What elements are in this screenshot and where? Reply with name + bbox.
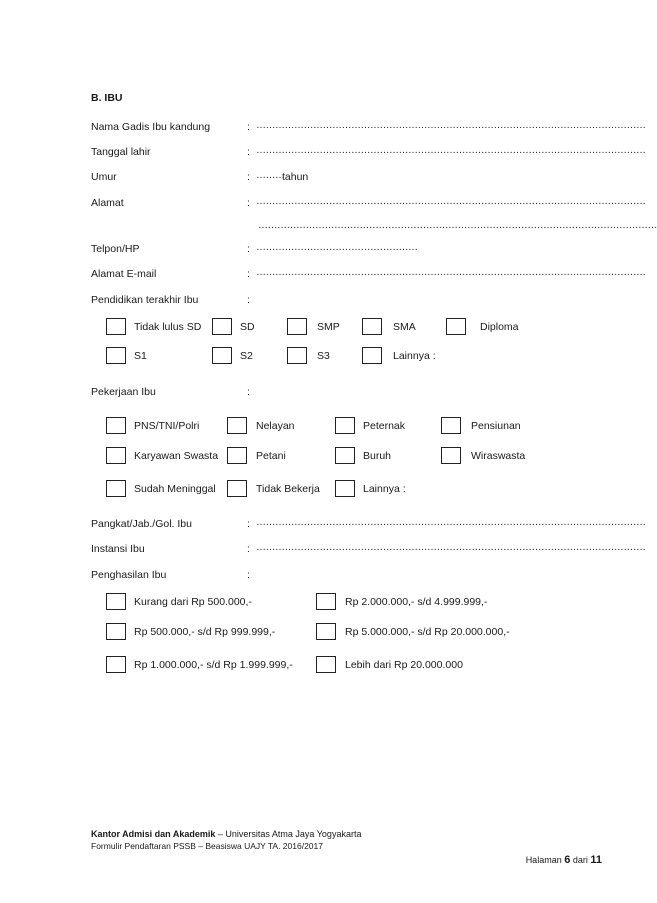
- checkbox-pendidikan-s1[interactable]: [106, 347, 126, 364]
- checkbox-penghasilan-500rb-1jt[interactable]: [106, 623, 126, 640]
- option-label: Tidak Bekerja: [256, 483, 320, 495]
- checkbox-pekerjaan-wiraswasta[interactable]: [441, 447, 461, 464]
- page-number: [526, 854, 602, 866]
- checkbox-pekerjaan-tidak-bekerja[interactable]: [227, 480, 247, 497]
- option-label: SMP: [317, 321, 340, 333]
- checkbox-penghasilan-5jt-20jt[interactable]: [316, 623, 336, 640]
- option-label: Rp 500.000,- s/d Rp 999.999,-: [134, 626, 276, 638]
- checkbox-pekerjaan-pns[interactable]: [106, 417, 126, 434]
- option-label: Petani: [256, 450, 286, 462]
- label-pendidikan: Pendidikan terakhir Ibu: [91, 294, 199, 306]
- colon: :: [247, 294, 250, 306]
- label-nama-gadis: Nama Gadis Ibu kandung: [91, 121, 211, 133]
- option-label: Rp 2.000.000,- s/d 4.999.999,-: [345, 596, 488, 608]
- checkbox-pekerjaan-pensiunan[interactable]: [441, 417, 461, 434]
- option-label: S2: [240, 350, 253, 362]
- option-label: Diploma: [480, 321, 519, 333]
- option-label: Sudah Meninggal: [134, 483, 216, 495]
- section-title: B. IBU: [91, 92, 123, 104]
- label-alamat: Alamat: [91, 197, 124, 209]
- checkbox-penghasilan-2jt-5jt[interactable]: [316, 593, 336, 610]
- input-email[interactable]: ……………………………………………………………………………………………………………: [256, 267, 646, 278]
- label-pekerjaan: Pekerjaan Ibu: [91, 386, 156, 398]
- checkbox-pekerjaan-sudah-meninggal[interactable]: [106, 480, 126, 497]
- option-label: Lainnya :: [363, 483, 406, 495]
- colon: :: [247, 146, 250, 158]
- colon: :: [247, 197, 250, 209]
- checkbox-pekerjaan-karyawan-swasta[interactable]: [106, 447, 126, 464]
- footer-university: – Universitas Atma Jaya Yogyakarta: [215, 829, 362, 839]
- label-email: Alamat E-mail: [91, 268, 157, 280]
- option-label: S1: [134, 350, 147, 362]
- umur-unit: tahun: [282, 171, 309, 183]
- page-current: 6: [564, 854, 571, 866]
- label-instansi: Instansi Ibu: [91, 543, 145, 555]
- colon: :: [247, 569, 250, 581]
- label-tanggal-lahir: Tanggal lahir: [91, 146, 151, 158]
- input-instansi[interactable]: ……………………………………………………………………………………………………………: [256, 542, 646, 553]
- colon: :: [247, 518, 250, 530]
- colon: :: [247, 243, 250, 255]
- checkbox-pendidikan-s3[interactable]: [287, 347, 307, 364]
- option-label: SMA: [393, 321, 416, 333]
- footer-org: [91, 829, 361, 839]
- input-telpon[interactable]: ……………………………………………: [256, 242, 418, 253]
- option-label: Nelayan: [256, 420, 295, 432]
- colon: :: [247, 268, 250, 280]
- option-label: S3: [317, 350, 330, 362]
- colon: :: [247, 171, 250, 183]
- checkbox-pekerjaan-petani[interactable]: [227, 447, 247, 464]
- checkbox-pendidikan-sd[interactable]: [212, 318, 232, 335]
- checkbox-penghasilan-lebih-20jt[interactable]: [316, 656, 336, 673]
- checkbox-pekerjaan-buruh[interactable]: [335, 447, 355, 464]
- page-mid: dari: [570, 855, 591, 865]
- checkbox-pendidikan-tidak-lulus-sd[interactable]: [106, 318, 126, 335]
- input-alamat-line2[interactable]: ………………………………………………………………………………………………………………: [258, 220, 657, 231]
- page-total: 11: [590, 854, 602, 866]
- option-label: Pensiunan: [471, 420, 521, 432]
- page-prefix: Halaman: [525, 855, 565, 865]
- checkbox-penghasilan-1jt-2jt[interactable]: [106, 656, 126, 673]
- checkbox-pekerjaan-nelayan[interactable]: [227, 417, 247, 434]
- input-umur[interactable]: ………: [256, 170, 285, 181]
- option-label: Lainnya :: [393, 350, 436, 362]
- input-nama-gadis[interactable]: ……………………………………………………………………………………………………………: [256, 120, 646, 131]
- label-penghasilan: Penghasilan Ibu: [91, 569, 167, 581]
- option-label: Rp 1.000.000,- s/d Rp 1.999.999,-: [134, 659, 293, 671]
- checkbox-pendidikan-sma[interactable]: [362, 318, 382, 335]
- option-label: Wiraswasta: [471, 450, 526, 462]
- input-pangkat[interactable]: ……………………………………………………………………………………………………………: [256, 517, 646, 528]
- footer-form-name: Formulir Pendaftaran PSSB – Beasiswa UAJY TA. 2016/2017: [91, 841, 323, 851]
- checkbox-pendidikan-diploma[interactable]: [446, 318, 466, 335]
- option-label: Lebih dari Rp 20.000.000: [345, 659, 463, 671]
- option-label: Peternak: [363, 420, 406, 432]
- option-label: Buruh: [363, 450, 392, 462]
- colon: :: [247, 121, 250, 133]
- label-umur: Umur: [91, 171, 117, 183]
- checkbox-pekerjaan-lainnya[interactable]: [335, 480, 355, 497]
- label-telpon: Telpon/HP: [91, 243, 140, 255]
- input-tanggal-lahir[interactable]: ……………………………………………………………………………………………………………: [256, 145, 646, 156]
- checkbox-pendidikan-smp[interactable]: [287, 318, 307, 335]
- option-label: PNS/TNI/Polri: [134, 420, 200, 432]
- option-label: SD: [240, 321, 255, 333]
- option-label: Kurang dari Rp 500.000,-: [134, 596, 252, 608]
- option-label: Rp 5.000.000,- s/d Rp 20.000.000,-: [345, 626, 510, 638]
- checkbox-penghasilan-kurang-500rb[interactable]: [106, 593, 126, 610]
- label-pangkat: Pangkat/Jab./Gol. Ibu: [91, 518, 192, 530]
- colon: :: [247, 386, 250, 398]
- checkbox-pendidikan-lainnya[interactable]: [362, 347, 382, 364]
- checkbox-pekerjaan-peternak[interactable]: [335, 417, 355, 434]
- checkbox-pendidikan-s2[interactable]: [212, 347, 232, 364]
- colon: :: [247, 543, 250, 555]
- option-label: Tidak lulus SD: [134, 321, 202, 333]
- input-alamat-line1[interactable]: ……………………………………………………………………………………………………………: [256, 196, 646, 207]
- footer-org-name: Kantor Admisi dan Akademik: [91, 829, 216, 839]
- option-label: Karyawan Swasta: [134, 450, 219, 462]
